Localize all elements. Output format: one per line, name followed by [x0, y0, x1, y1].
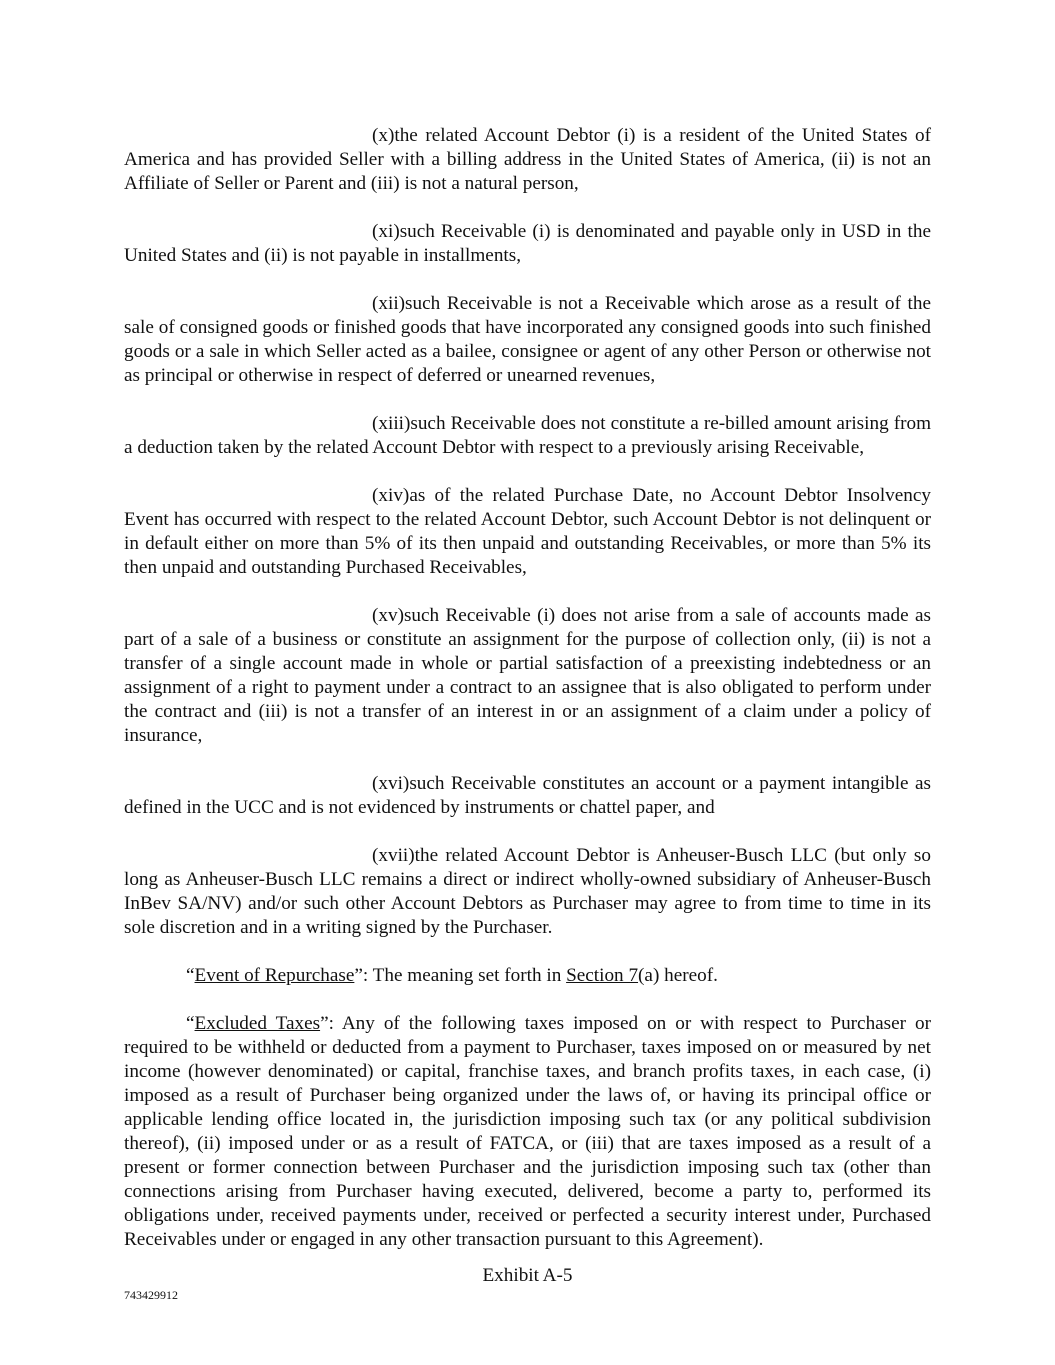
exhibit-label: Exhibit A-5 — [482, 1265, 573, 1286]
clause-number: (xvi) — [372, 773, 410, 794]
clause-xii — [124, 292, 931, 388]
document-body — [124, 124, 931, 1276]
definition-text: ”: The meaning set forth in — [354, 965, 567, 986]
clause-number: (x) — [372, 125, 395, 146]
definition-text: ”: Any of the following taxes imposed on or with respect to Purchaser or required to be withheld or deducted from a payment to Purchaser, taxes imposed on or measured by net income (however denominated) or capital, franchise taxes, and branch profits taxes, in each case, (i) imposed as a result of Purchaser being organized under the laws of, or having its principal office or applicable lending office located in, the jurisdiction imposing such tax (or any political subdivision thereof), (ii) imposed under or as a result of FATCA, or (iii) that are taxes imposed as a result of a present or former connection between Purchaser and the jurisdiction imposing such tax (other than connections arising from Purchaser having executed, delivered, become a party to, performed its obligations under, received payments under, received or perfected a security interest under, Purchased Receivables under or engaged in any other transaction pursuant to this Agreement). — [124, 1013, 931, 1250]
clause-xiii — [124, 412, 931, 460]
clause-xi — [124, 220, 931, 268]
open-quote: “ — [186, 965, 195, 986]
clause-xiv — [124, 484, 931, 580]
clause-text: such Receivable does not constitute a re-billed amount arising from a deduction taken by the related Account Debtor with respect to a previously arising Receivable, — [124, 413, 931, 458]
document-id: 743429912 — [124, 1288, 178, 1302]
clause-text: such Receivable (i) does not arise from a sale of accounts made as part of a sale of a business or constitute an assignment for the purpose of collection only, (ii) is not a transfer of a single account made in whole or partial satisfaction of a preexisting indebtedness or an assignment of a right to payment under a contract to an assignee that is also obligated to perform under the contract and (iii) is not a transfer of an interest in or an assignment of a claim under a policy of insurance, — [124, 605, 931, 746]
definition-excluded-taxes — [124, 1012, 931, 1252]
clause-text: such Receivable (i) is denominated and payable only in USD in the United States and (ii) is not payable in installments, — [124, 221, 931, 266]
clause-number: (xv) — [372, 605, 404, 626]
clause-text: the related Account Debtor (i) is a resident of the United States of America and has provided Seller with a billing address in the United States of America, (ii) is not an Affiliate of Seller or Parent and (iii) is not a natural person, — [124, 125, 931, 194]
clause-number: (xii) — [372, 293, 406, 314]
clause-number: (xiii) — [372, 413, 411, 434]
clause-x — [124, 124, 931, 196]
defined-term: Event of Repurchase — [194, 965, 355, 986]
clause-text: the related Account Debtor is Anheuser-Busch LLC (but only so long as Anheuser-Busch LLC remains a direct or indirect wholly-owned subsidiary of Anheuser-Busch InBev SA/NV) and/or such other Account Debtors as Purchaser may agree to from time to time in its sole discretion and in a writing signed by the Purchaser. — [124, 845, 931, 938]
clause-number: (xiv) — [372, 485, 410, 506]
open-quote: “ — [186, 1013, 195, 1034]
clause-number: (xvii) — [372, 845, 415, 866]
definition-event-of-repurchase — [124, 964, 931, 988]
clause-text: such Receivable is not a Receivable which arose as a result of the sale of consigned goods or finished goods that have incorporated any consigned goods into such finished goods or a sale in which Seller acted as a bailee, consignee or agent of any other Person or otherwise not as principal or otherwise in respect of deferred or unearned revenues, — [124, 293, 931, 386]
clause-xvii — [124, 844, 931, 940]
clause-number: (xi) — [372, 221, 400, 242]
clause-text: such Receivable constitutes an account or a payment intangible as defined in the UCC and is not evidenced by instruments or chattel paper, and — [124, 773, 931, 818]
definition-text-end: (a) hereof. — [638, 965, 718, 986]
section-reference: Section 7 — [566, 965, 639, 986]
defined-term: Excluded Taxes — [194, 1013, 321, 1034]
clause-xv — [124, 604, 931, 748]
clause-xvi — [124, 772, 931, 820]
clause-text: as of the related Purchase Date, no Account Debtor Insolvency Event has occurred with respect to the related Account Debtor, such Account Debtor is not delinquent or in default either on more than 5% of its then unpaid and outstanding Receivables, or more than 5% its then unpaid and outstanding Purchased Receivables, — [124, 485, 931, 578]
